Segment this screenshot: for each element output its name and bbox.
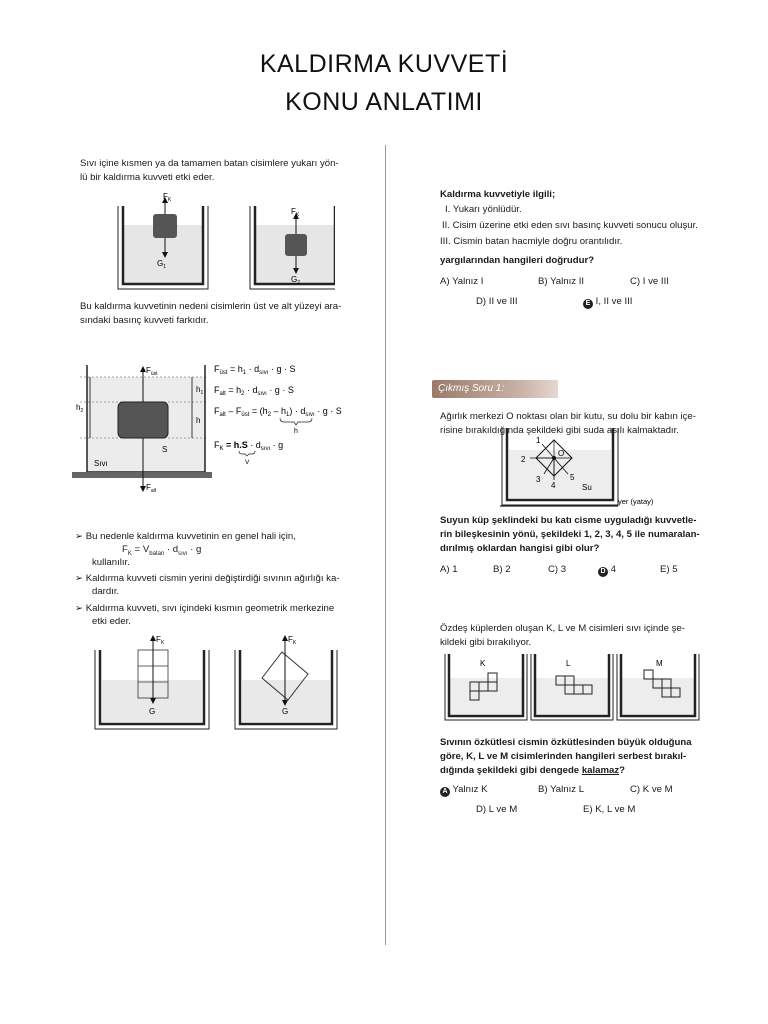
column-divider: [385, 145, 386, 945]
arrow-label-5: 5: [570, 473, 575, 482]
s-label: S: [162, 445, 168, 454]
beaker-k: [445, 654, 527, 720]
su-label: Su: [582, 483, 592, 492]
q3-option-e[interactable]: E) K, L ve M: [583, 804, 636, 815]
figure-pressure-diagram: [72, 360, 212, 495]
formula-general: $F_K = V_{batan} \cdot d_{sıvı} \cdot g$: [122, 544, 202, 557]
figure-tilted-box: [500, 420, 690, 510]
g2-label: $G_2$: [291, 275, 301, 286]
q3-stem-1: Özdeş küplerden oluşan K, L ve M cisimleri sıvı içinde şe-: [440, 623, 685, 634]
bullet-2: ➢ Kaldırma kuvveti cismin yerini değiştirdiği sıvının ağırlığı ka-: [75, 573, 340, 584]
label-l: L: [566, 659, 571, 668]
q2-stem-2: risine bırakıldığında şekildeki gibi suda asılı kalmaktadır.: [440, 425, 679, 436]
q2-option-e[interactable]: E) 5: [660, 564, 678, 575]
past-question-badge: Çıkmış Soru 1:: [432, 380, 558, 398]
beaker-2: [250, 206, 335, 289]
submerged-block: [285, 234, 307, 256]
q1-option-b[interactable]: B) Yalnız II: [538, 276, 585, 287]
intro-text-1: Sıvı içine kısmen ya da tamamen batan cisimlere yukarı yön-: [80, 158, 339, 169]
arrow-label-4: 4: [551, 481, 556, 490]
beaker-upright: [95, 635, 209, 729]
q1-option-a[interactable]: A) Yalnız I: [440, 276, 484, 287]
q2-option-d[interactable]: D 4: [598, 564, 616, 577]
g-label-4: G: [282, 707, 289, 716]
pressure-equations: [214, 360, 379, 465]
arrow-label-3: 3: [536, 475, 541, 484]
answer-mark-icon: D: [598, 567, 608, 577]
bullet-1: ➢ Bu nedenle kaldırma kuvvetinin en genel hali için,: [75, 531, 296, 542]
bullet-3: ➢ Kaldırma kuvveti, sıvı içindeki kısmın geometrik merkezine: [75, 603, 335, 614]
submerged-cube: [118, 402, 168, 438]
q1-option-c[interactable]: C) I ve III: [630, 276, 669, 287]
center-o-label: O: [558, 449, 565, 458]
q2-option-b[interactable]: B) 2: [493, 564, 511, 575]
fust-label: $F_{üst}$: [146, 366, 158, 377]
bullet-1-cont: kullanılır.: [92, 557, 130, 568]
q3-ask-3: dığında şekildeki gibi dengede kalamaz?: [440, 765, 626, 776]
fk-label-3: $F_K$: [156, 635, 165, 646]
g-label-3: G: [149, 707, 156, 716]
cause-text-1: Bu kaldırma kuvvetinin nedeni cisimlerin üst ve alt yüzeyi ara-: [80, 301, 342, 312]
q2-ask-2: rin bileşkesinin yönü, şekildeki 1, 2, 3, 4, 5 ile numaralan-: [440, 529, 700, 540]
fk-label-2: $F_K$: [291, 207, 300, 218]
q2-option-a[interactable]: A) 1: [440, 564, 458, 575]
q3-option-a[interactable]: A Yalnız K: [440, 784, 488, 797]
q1-item-3: III. Cismin batan hacmiyle doğru orantılıdır.: [440, 236, 623, 247]
q2-option-c[interactable]: C) 3: [548, 564, 567, 575]
bullet-2-cont: dardır.: [92, 586, 120, 597]
floating-block: [153, 214, 177, 238]
falt-label: $F_{alt}$: [146, 483, 157, 494]
equation-falt: $F_{alt} = h_2 \cdot d_{sıvı} \cdot g \cdot S$: [214, 385, 294, 397]
q1-option-e[interactable]: E I, II ve III: [583, 296, 632, 309]
figure-geometric-center: [92, 630, 342, 732]
h-label: h: [196, 416, 201, 425]
q3-ask-2: göre, K, L ve M cisimlerinden hangileri serbest bırakıl-: [440, 751, 687, 762]
q3-ask-1: Sıvının özkütlesi cismin özkütlesinden büyük olduğuna: [440, 737, 692, 748]
q3-option-d[interactable]: D) L ve M: [476, 804, 518, 815]
answer-mark-icon: E: [583, 299, 593, 309]
beaker-tilted: [235, 635, 337, 729]
q3-option-c[interactable]: C) K ve M: [630, 784, 673, 795]
q1-item-1: I. Yukarı yönlüdür.: [445, 204, 522, 215]
q1-stem: Kaldırma kuvvetiyle ilgili;: [440, 189, 556, 200]
h1-label: $h_1$: [196, 385, 204, 396]
q1-ask: yargılarından hangileri doğrudur?: [440, 255, 595, 266]
beaker-m: [617, 654, 699, 720]
fk-label-1: $F_K$: [163, 192, 172, 203]
equation-v-brace: V: [245, 459, 250, 465]
answer-mark-icon: A: [440, 787, 450, 797]
equation-fust: $F_{üst} = h_1 \cdot d_{sıvı} \cdot g \cdot S$: [214, 364, 296, 376]
intro-text-2: lü bir kaldırma kuvveti etki eder.: [80, 172, 215, 183]
q2-ask-1: Suyun küp şeklindeki bu katı cisme uyguladığı kuvvetle-: [440, 515, 697, 526]
equation-difference: $F_{alt} - F_{üst} = (h_2 - h_1) \cdot d_{sıvı} \cdot g \cdot S$: [214, 406, 342, 418]
q2-ask-3: dırılmış oklardan hangisi gibi olur?: [440, 543, 600, 554]
fk-label-4: $F_K$: [288, 635, 297, 646]
q2-stem-1: Ağırlık merkezi O noktası olan bir kutu, su dolu bir kabın içe-: [440, 411, 696, 422]
q3-option-b[interactable]: B) Yalnız L: [538, 784, 585, 795]
label-m: M: [656, 659, 663, 668]
bullet-3-cont: etki eder.: [92, 616, 131, 627]
h2-label: $h_2$: [76, 403, 84, 414]
beaker-l: [531, 654, 613, 720]
page-title-line1: KALDIRMA KUVVETİ: [259, 50, 509, 78]
arrow-label-1: 1: [536, 436, 541, 445]
ground-label: yer (yatay): [618, 497, 654, 506]
beaker-1: [118, 192, 208, 289]
figure-kl-m-blocks: [444, 650, 704, 722]
page-title-line2: KONU ANLATIMI: [285, 88, 483, 116]
arrow-label-2: 2: [521, 455, 526, 464]
sivi-label: Sıvı: [94, 459, 108, 468]
figure-floating-objects: [115, 192, 335, 292]
cause-text-2: sındaki basınç kuvveti farkıdır.: [80, 315, 209, 326]
q3-stem-2: kildeki gibi bırakılıyor.: [440, 637, 532, 648]
equation-fk: $F_K = h.S \cdot d_{sıvı} \cdot g$: [214, 440, 284, 452]
label-k: K: [480, 659, 486, 668]
equation-h-brace: h: [294, 428, 298, 435]
q1-option-d[interactable]: D) II ve III: [476, 296, 518, 307]
q1-item-2: II. Cisim üzerine etki eden sıvı basınç kuvveti sonucu oluşur.: [442, 220, 698, 231]
g1-label: $G_1$: [157, 259, 167, 270]
